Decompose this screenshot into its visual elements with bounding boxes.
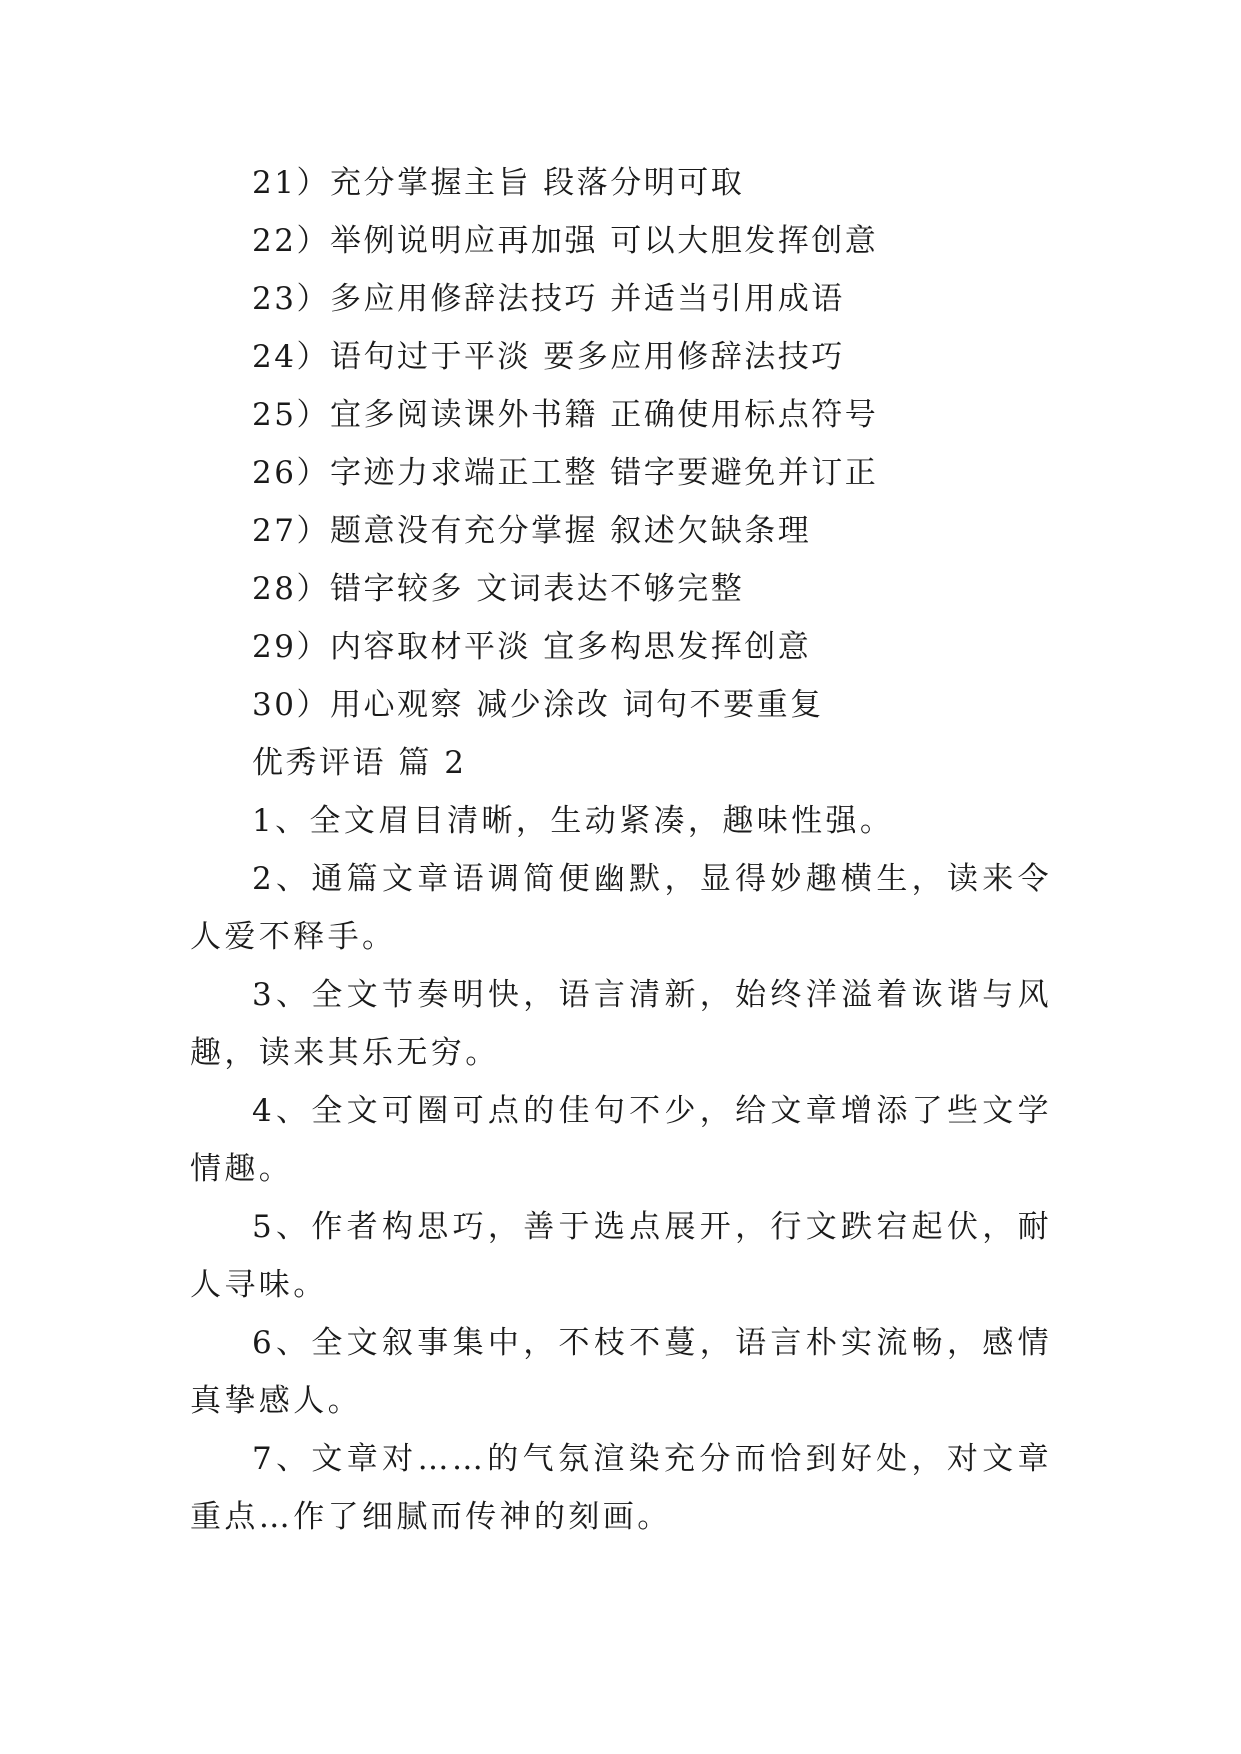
comment-item-22: 22）举例说明应再加强 可以大胆发挥创意 bbox=[252, 223, 879, 259]
comment-paragraph-6: 6、全文叙事集中，不枝不蔓，语言朴实流畅，感情真挚感人。 bbox=[190, 1325, 1052, 1419]
comment-paragraph-5: 5、作者构思巧，善于选点展开，行文跌宕起伏，耐人寻味。 bbox=[190, 1209, 1052, 1303]
comment-paragraph-7: 7、文章对……的气氛渲染充分而恰到好处，对文章重点…作了细腻而传神的刻画。 bbox=[190, 1441, 1052, 1535]
comment-paragraph-3: 3、全文节奏明快，语言清新，始终洋溢着诙谐与风趣，读来其乐无穷。 bbox=[190, 977, 1052, 1071]
comment-item-28: 28）错字较多 文词表达不够完整 bbox=[252, 571, 745, 607]
comment-item-29: 29）内容取材平淡 宜多构思发挥创意 bbox=[252, 629, 812, 665]
document-body bbox=[190, 154, 1052, 1546]
comment-paragraph-1: 1、全文眉目清晰，生动紧凑，趣味性强。 bbox=[252, 803, 895, 839]
comment-item-27: 27）题意没有充分掌握 叙述欠缺条理 bbox=[252, 513, 812, 549]
comment-item-25: 25）宜多阅读课外书籍 正确使用标点符号 bbox=[252, 397, 879, 433]
comment-item-21: 21）充分掌握主旨 段落分明可取 bbox=[252, 165, 745, 201]
comment-item-26: 26）字迹力求端正工整 错字要避免并订正 bbox=[252, 455, 879, 491]
comment-item-23: 23）多应用修辞法技巧 并适当引用成语 bbox=[252, 281, 845, 317]
comment-item-30: 30）用心观察 减少涂改 词句不要重复 bbox=[252, 687, 824, 723]
comment-item-24: 24）语句过于平淡 要多应用修辞法技巧 bbox=[252, 339, 845, 375]
comment-paragraph-2: 2、通篇文章语调简便幽默，显得妙趣横生，读来令人爱不释手。 bbox=[190, 861, 1052, 955]
section-heading: 优秀评语 篇 2 bbox=[252, 745, 467, 781]
comment-paragraph-4: 4、全文可圈可点的佳句不少，给文章增添了些文学情趣。 bbox=[190, 1093, 1052, 1187]
